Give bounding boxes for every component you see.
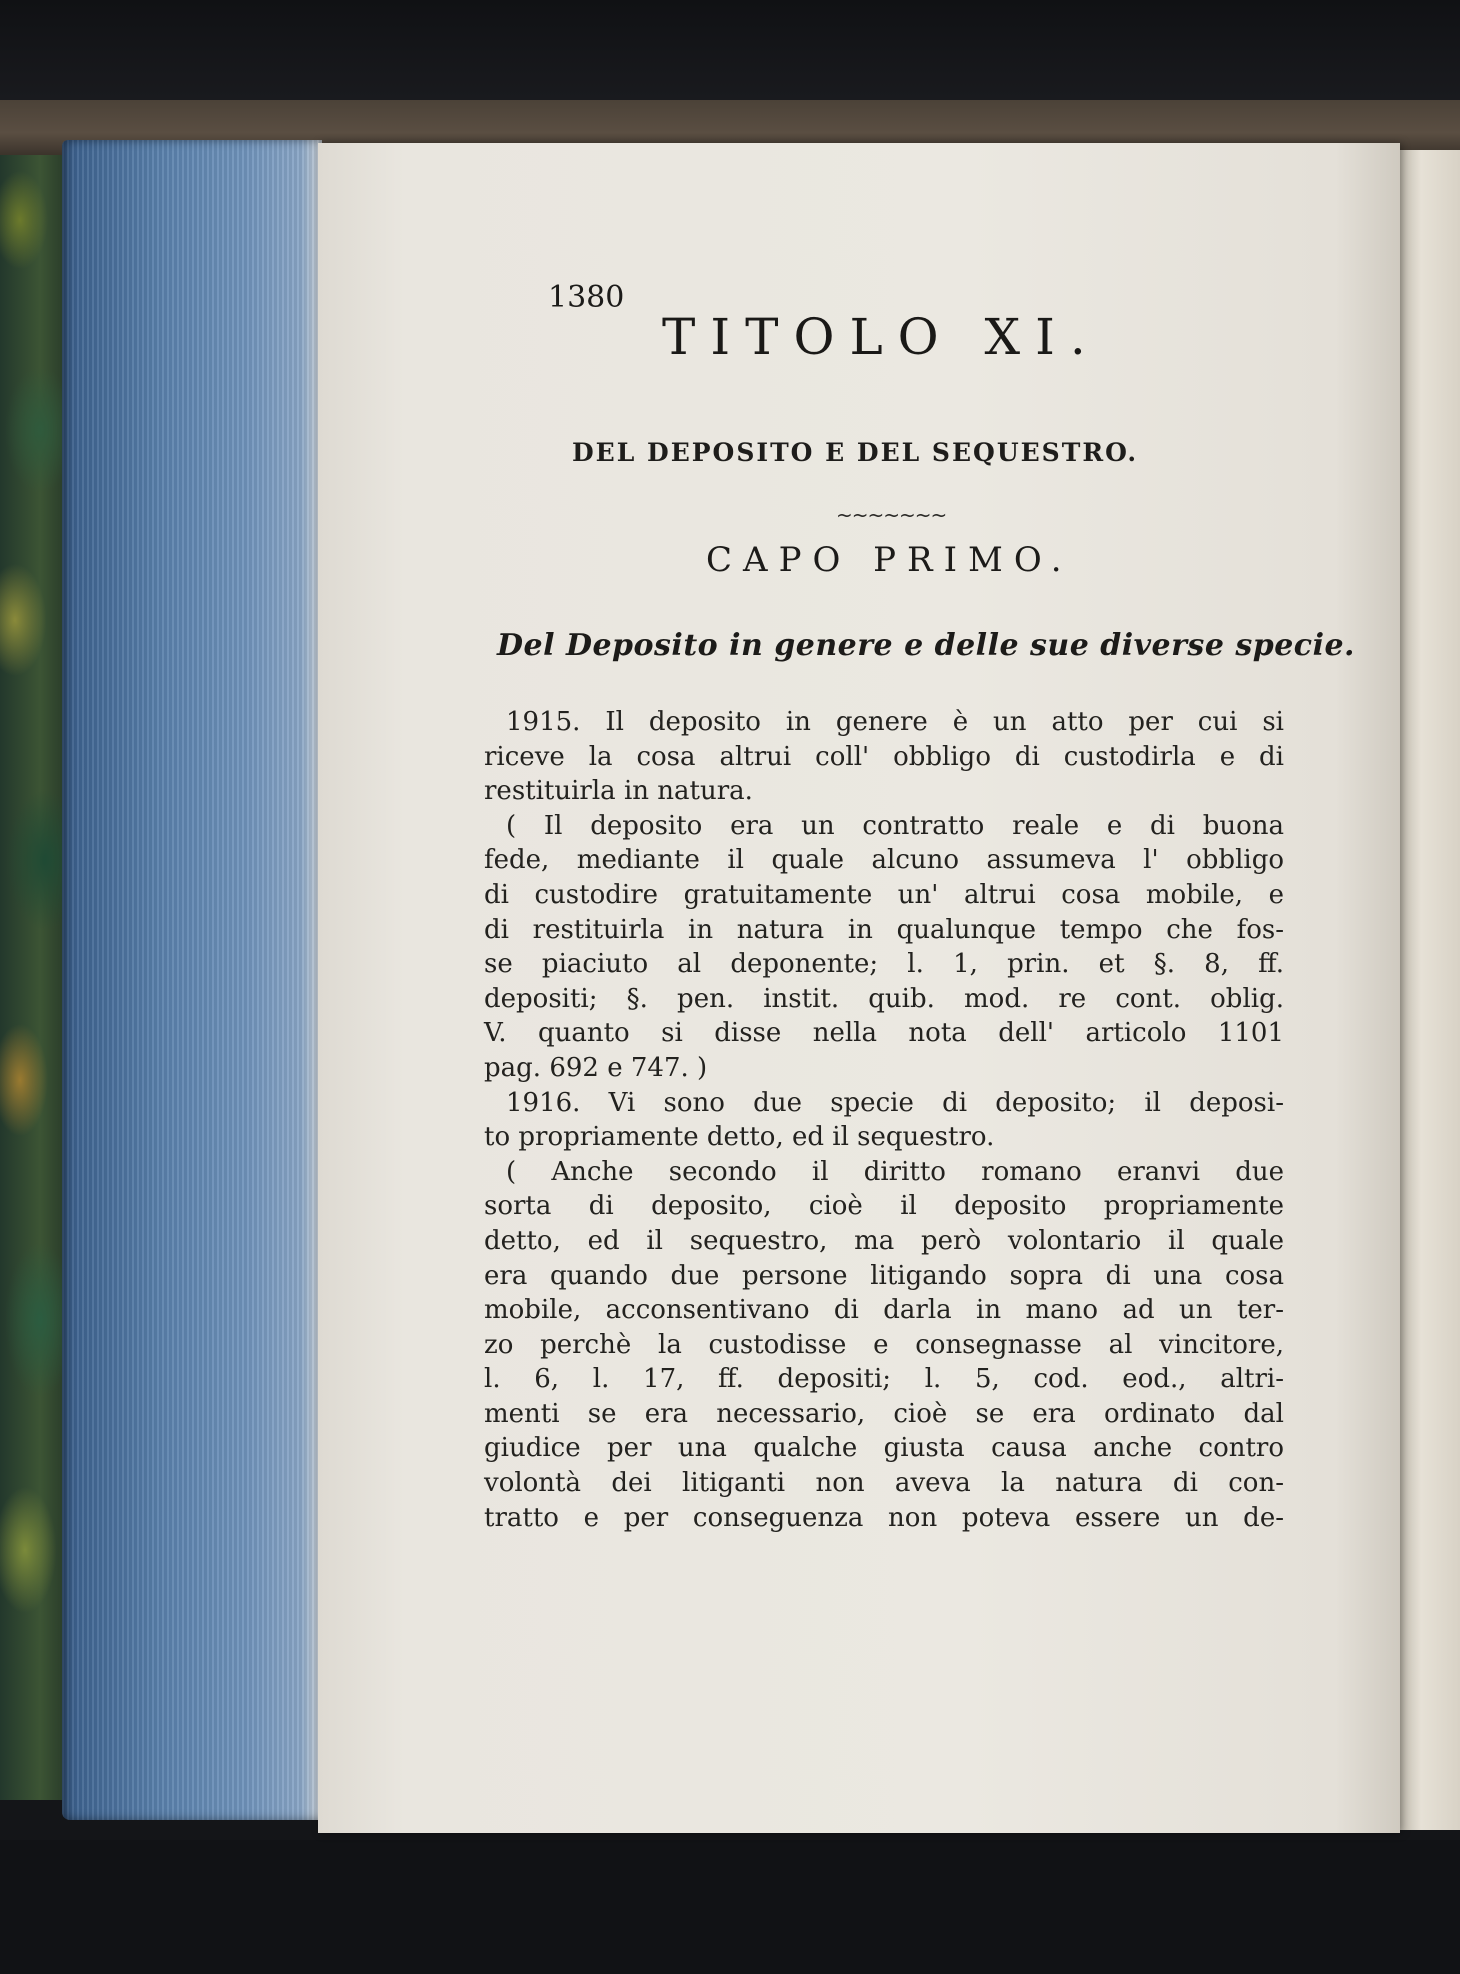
- section-subtitle: DEL DEPOSITO E DEL SEQUESTRO.: [572, 438, 1139, 467]
- text-line: tratto e per conseguenza non poteva essere un de-: [484, 1502, 1284, 1533]
- text-line: V. quanto si disse nella nota dell' articolo 1101: [484, 1018, 1284, 1049]
- text-line: detto, ed il sequestro, ma però volontario il quale: [484, 1225, 1284, 1256]
- text-line: ( Anche secondo il diritto romano eranvi due: [506, 1156, 1284, 1187]
- text-line: depositi; §. pen. instit. quib. mod. re cont. oblig.: [484, 983, 1284, 1014]
- text-line: to propriamente detto, ed il sequestro.: [484, 1122, 995, 1153]
- ornament-divider: ~~~~~~~: [836, 503, 947, 527]
- text-line: mobile, acconsentivano di darla in mano ad un ter-: [484, 1295, 1284, 1326]
- chapter-subtitle: Del Deposito in genere e delle sue diverse specie.: [497, 628, 1355, 663]
- text-line: di restituirla in natura in qualunque tempo che fos-: [484, 914, 1284, 945]
- body-text: [484, 705, 1284, 1535]
- text-line: sorta di deposito, cioè il deposito propriamente: [484, 1191, 1284, 1222]
- text-line: restituirla in natura.: [484, 776, 753, 807]
- backdrop-bottom: [0, 1840, 1460, 1974]
- text-line: 1916. Vi sono due specie di deposito; il deposi-: [506, 1087, 1284, 1118]
- text-line: riceve la cosa altrui coll' obbligo di custodirla e di: [484, 741, 1284, 772]
- text-line: di custodire gratuitamente un' altrui cosa mobile, e: [484, 879, 1284, 910]
- text-line: 1915. Il deposito in genere è un atto per cui si: [506, 707, 1284, 737]
- text-line: volontà dei litiganti non aveva la natura di con-: [484, 1468, 1284, 1499]
- text-line: ( Il deposito era un contratto reale e di buona: [506, 810, 1284, 841]
- text-line: menti se era necessario, cioè se era ordinato dal: [484, 1398, 1284, 1429]
- text-line: se piaciuto al deponente; l. 1, prin. et §. 8, ff.: [484, 949, 1284, 980]
- page-title: TITOLO XI.: [662, 308, 1101, 366]
- text-line: era quando due persone litigando sopra di una cosa: [484, 1260, 1284, 1291]
- text-line: zo perchè la custodisse e consegnasse al vincitore,: [484, 1329, 1284, 1360]
- text-line: giudice per una qualche giusta causa anche contro: [484, 1433, 1284, 1464]
- text-line: l. 6, l. 17, ff. depositi; l. 5, cod. eod., altri-: [484, 1364, 1284, 1395]
- facing-page: [1395, 150, 1460, 1830]
- text-line: pag. 692 e 747. ): [484, 1052, 708, 1083]
- chapter-heading: CAPO PRIMO.: [706, 540, 1073, 580]
- text-line: fede, mediante il quale alcuno assumeva l' obbligo: [484, 845, 1284, 876]
- page-block-edge: [62, 140, 322, 1820]
- backdrop: [0, 0, 1460, 110]
- page-number: 1380: [548, 280, 625, 315]
